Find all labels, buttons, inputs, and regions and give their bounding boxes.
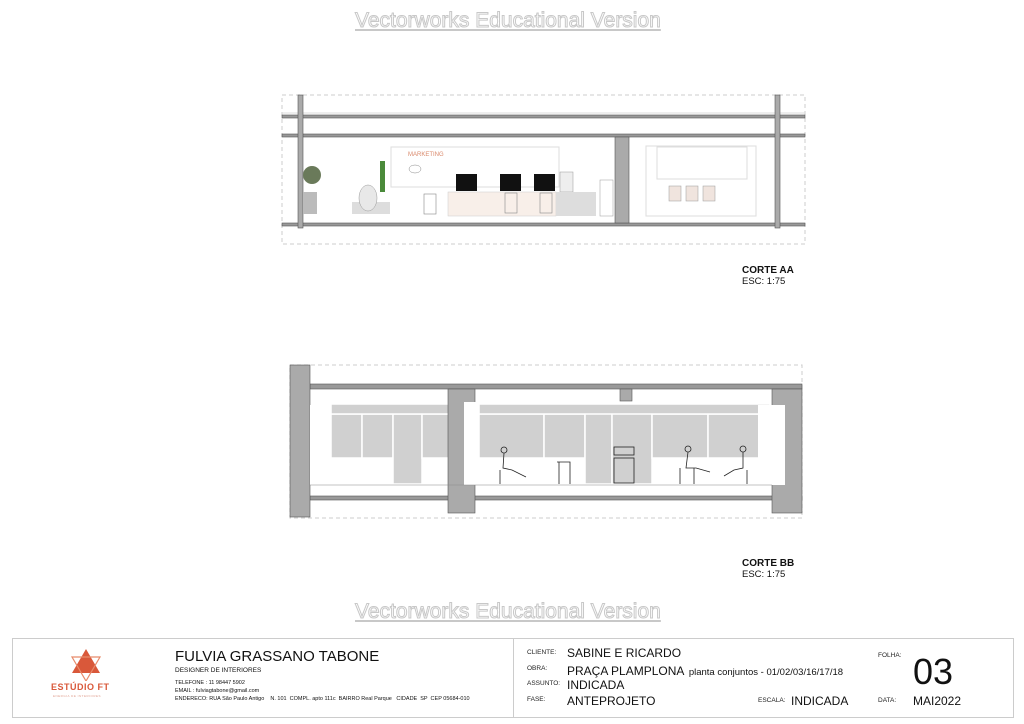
sheet-number: 03 (913, 651, 954, 692)
section-bb-scale: ESC: 1:75 (742, 569, 786, 580)
monitor-icon (534, 174, 555, 191)
scale-value: INDICADA (791, 694, 849, 708)
email: EMAIL : fulviagtabone@gmail.com (175, 688, 260, 694)
window-panels (331, 404, 770, 484)
egg-chair (359, 185, 377, 211)
address: ENDERECO: RUA São Paulo Antigo N. 101 COMPL. apto 111c BAIRRO Real Parque CIDADE SP CEP 05684-010 (175, 696, 470, 702)
section-aa-scale: ESC: 1:75 (742, 276, 786, 287)
meeting-chairs (669, 186, 715, 201)
column-left (298, 95, 303, 228)
counter (556, 192, 596, 216)
title-block (12, 638, 1014, 718)
logo-tagline: ENERGIA DE INTERIORES (53, 694, 102, 698)
logo-name: ESTÚDIO FT (51, 682, 110, 692)
monitor-icon (500, 174, 521, 191)
section-bb-title: CORTE BB (742, 558, 795, 569)
phase-label: FASE: (527, 696, 546, 703)
monitor-icon (456, 174, 477, 191)
designer-role: DESIGNER DE INTERIORES (175, 667, 262, 674)
work-detail: planta conjuntos - 01/02/03/16/17/18 (688, 667, 844, 678)
column-middle (615, 137, 629, 223)
section-aa-drawing (282, 95, 805, 244)
subject-value: INDICADA (567, 678, 625, 692)
scale-label: ESCALA: (758, 697, 786, 704)
board-text: MARKETING (408, 152, 444, 158)
work-name: PRAÇA PLAMPLONA (567, 664, 685, 678)
work-label: OBRA: (527, 665, 548, 672)
slab-floor (310, 496, 802, 500)
section-bb-drawing (290, 365, 802, 518)
date-value: MAI2022 (913, 694, 962, 708)
plant-icon (303, 166, 321, 184)
slab-top (282, 115, 805, 118)
sheet-label: FOLHA: (878, 652, 902, 659)
slab-top (310, 384, 802, 389)
slab-floor (282, 223, 805, 226)
watermark-bottom: Vectorworks Educational Version (355, 600, 661, 623)
column-right (775, 95, 780, 228)
section-aa-title: CORTE AA (742, 265, 794, 276)
watermark-top: Vectorworks Educational Version (355, 9, 661, 32)
phase-value: ANTEPROJETO (567, 694, 656, 708)
vase-plant (380, 161, 385, 192)
water-dispenser (560, 172, 573, 192)
phone: TELEFONE : 11 98447 5902 (175, 680, 245, 686)
beam (620, 389, 632, 401)
column-left (290, 365, 310, 517)
subject-label: ASSUNTO: (527, 680, 561, 687)
logo-icon (66, 647, 106, 681)
date-label: DATA: (878, 697, 897, 704)
client-label: CLIENTE: (527, 649, 557, 656)
designer-name: FULVIA GRASSANO TABONE (175, 648, 380, 665)
slab-ceiling (282, 134, 805, 137)
client-value: SABINE E RICARDO (567, 646, 682, 660)
